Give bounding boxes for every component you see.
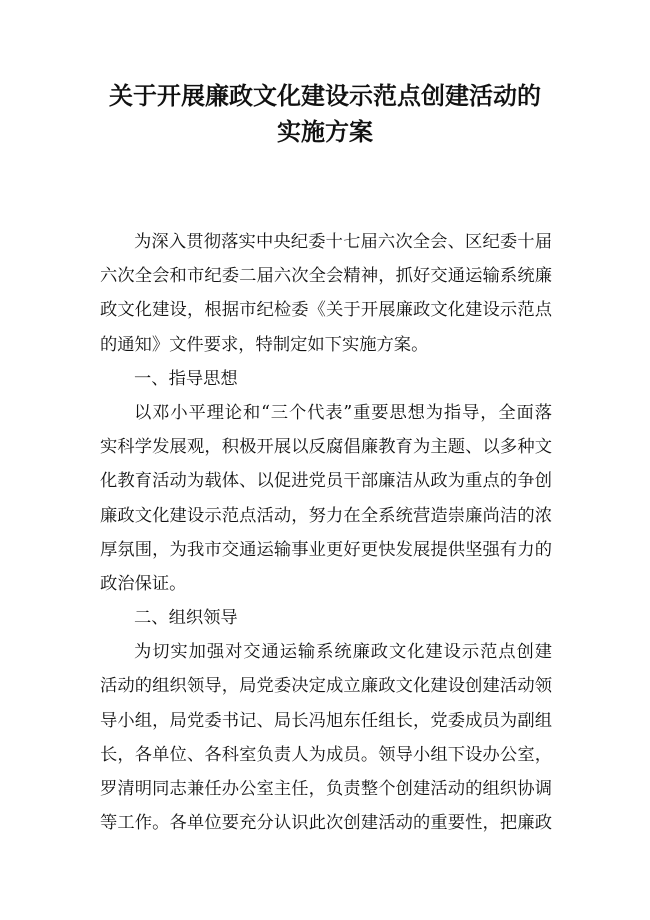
text-line: 以邓小平理论和“三个代表”重要思想为指导，全面落 [134, 402, 552, 423]
title-line: 关于开展廉政文化建设示范点创建活动的 [109, 82, 541, 110]
paragraph-organization [100, 635, 552, 840]
text-line: 实科学发展观，积极开展以反腐倡廉教育为主题、以多种文 [100, 437, 552, 458]
text-line: 政治保证。 [100, 573, 187, 594]
paragraph-guiding-ideology [100, 396, 552, 601]
text-line: 厚氛围，为我市交通运输事业更好更快发展提供坚强有力的 [100, 539, 552, 560]
text-line: 为切实加强对交通运输系统廉政文化建设示范点创建 [134, 642, 552, 663]
text-line: 活动的组织领导，局党委决定成立廉政文化建设创建活动领 [100, 676, 552, 697]
text-line: 廉政文化建设示范点活动，努力在全系统营造崇廉尚洁的浓 [100, 505, 552, 526]
document-title [80, 78, 570, 150]
section-heading-organization: 二、组织领导 [134, 608, 238, 629]
text-line: 的通知》文件要求，特制定如下实施方案。 [100, 334, 429, 355]
text-line: 长，各单位、各科室负责人为成员。领导小组下设办公室， [100, 744, 552, 765]
text-line: 导小组，局党委书记、局长冯旭东任组长，党委成员为副组 [100, 710, 552, 731]
paragraph-intro [100, 225, 552, 362]
text-line: 罗清明同志兼任办公室主任，负责整个创建活动的组织协调 [100, 779, 552, 799]
document-body [100, 225, 552, 840]
text-line: 六次全会和市纪委二届六次全会精神，抓好交通运输系统廉 [100, 266, 552, 287]
text-line: 政文化建设，根据市纪检委《关于开展廉政文化建设示范点 [100, 300, 552, 321]
title-line: 实施方案 [277, 118, 373, 146]
text-line: 等工作。各单位要充分认识此次创建活动的重要性，把廉政 [100, 813, 552, 834]
text-line: 化教育活动为载体、以促进党员干部廉洁从政为重点的争创 [100, 471, 552, 492]
text-line: 为深入贯彻落实中央纪委十七届六次全会、区纪委十届 [134, 232, 552, 252]
section-heading-guiding-ideology: 一、指导思想 [134, 368, 238, 389]
